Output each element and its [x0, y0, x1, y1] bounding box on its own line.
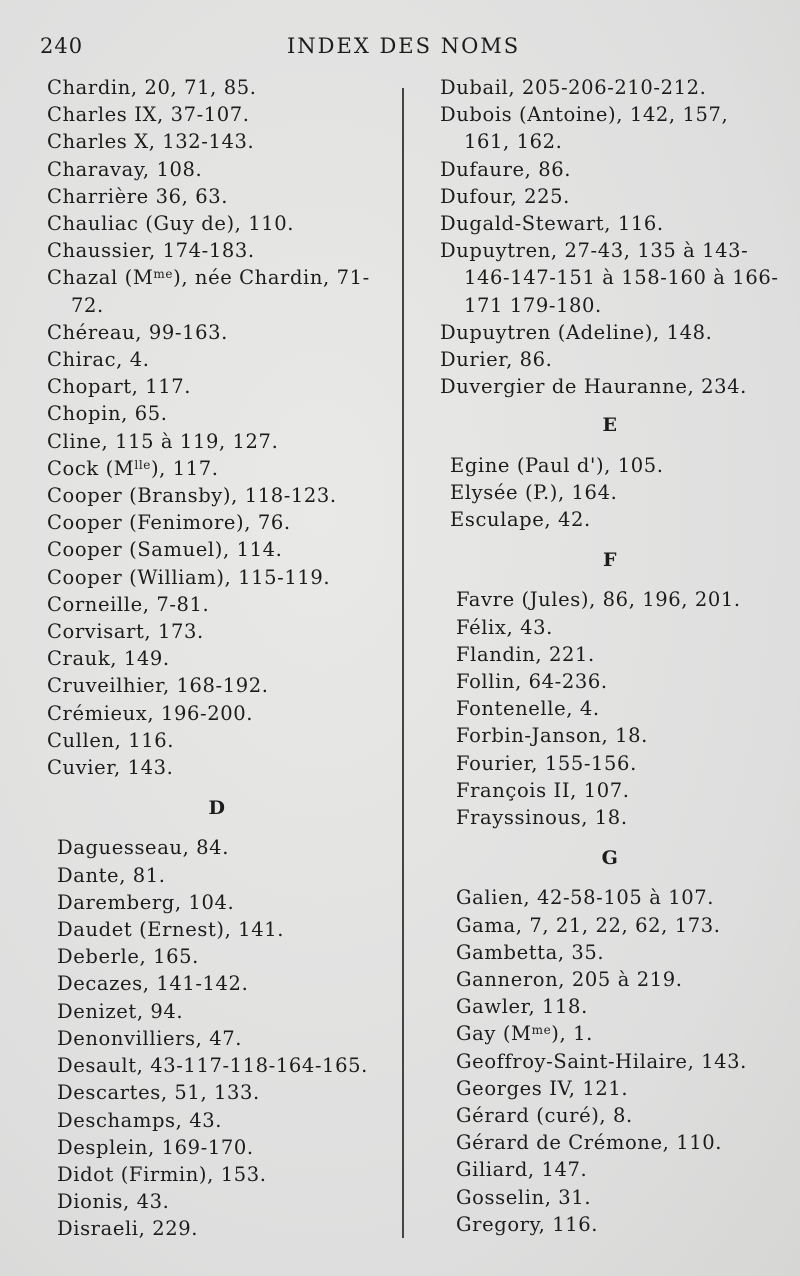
index-entry: Decazes, 141-142. — [57, 972, 249, 996]
index-entry: Deschamps, 43. — [57, 1108, 223, 1132]
index-entry: Gosselin, 31. — [456, 1185, 592, 1209]
index-entry: Dugald-Stewart, 116. — [440, 212, 664, 236]
index-entry: Georges IV, 121. — [456, 1076, 629, 1100]
index-entry: Chirac, 4. — [47, 348, 150, 372]
index-entry: Daudet (Ernest), 141. — [57, 918, 285, 942]
index-entry: Durier, 86. — [440, 348, 553, 372]
index-entry: François II, 107. — [456, 778, 630, 802]
index-entry: Geoffroy-Saint-Hilaire, 143. — [456, 1049, 747, 1073]
index-entry — [47, 455, 387, 482]
entry-text: Cock (M — [47, 456, 135, 480]
index-entry: Chéreau, 99-163. — [47, 320, 228, 344]
index-entry: Daguesseau, 84. — [57, 836, 229, 860]
entry-text: ), 117. — [150, 456, 219, 480]
index-entry: Chardin, 20, 71, 85. — [47, 76, 257, 99]
index-entry: Charavay, 108. — [47, 157, 203, 181]
index-entry: Giliard, 147. — [456, 1158, 588, 1182]
index-entry: Descartes, 51, 133. — [57, 1081, 260, 1105]
right-column — [440, 74, 779, 1238]
index-entry: Charrière 36, 63. — [47, 184, 229, 208]
index-entry: Forbin-Janson, 18. — [456, 724, 648, 748]
index-entry: Gawler, 118. — [456, 995, 588, 1019]
index-entry: Corvisart, 173. — [47, 620, 204, 644]
index-entry: Ganneron, 205 à 219. — [456, 968, 683, 992]
index-entry: Flandin, 221. — [456, 642, 595, 666]
index-entry: Desault, 43-117-118-164-165. — [57, 1054, 368, 1078]
index-entry: Gama, 7, 21, 22, 62, 173. — [456, 913, 721, 937]
index-entry: Chaussier, 174-183. — [47, 239, 255, 263]
index-entry: Follin, 64-236. — [456, 670, 608, 694]
entry-superscript: me — [153, 267, 174, 282]
index-entry: Charles X, 132-143. — [47, 130, 255, 154]
index-entry: Dante, 81. — [57, 863, 166, 887]
running-title: INDEX DES NOMS — [287, 34, 521, 58]
index-entry: Gregory, 116. — [456, 1212, 599, 1236]
index-entry — [456, 1020, 770, 1047]
index-entry: Cooper (Fenimore), 76. — [47, 511, 291, 535]
section-letter-d: D — [208, 797, 226, 820]
section-letter-g: G — [601, 847, 619, 870]
page-header — [0, 34, 800, 64]
index-entry: Favre (Jules), 86, 196, 201. — [456, 588, 741, 612]
index-entry — [47, 264, 391, 318]
index-entry: Elysée (P.), 164. — [450, 480, 618, 504]
index-entry: Cooper (Samuel), 114. — [47, 538, 283, 562]
index-entry: Dufaure, 86. — [440, 157, 572, 181]
index-entry: Cullen, 116. — [47, 728, 175, 752]
index-entry: Crémieux, 196-200. — [47, 701, 254, 725]
index-entry: Chopin, 65. — [47, 402, 168, 426]
index-entry: Esculape, 42. — [450, 508, 591, 532]
index-entry: Charles IX, 37-107. — [47, 103, 250, 127]
index-entry: Cuvier, 143. — [47, 756, 174, 780]
left-column — [47, 74, 387, 1243]
index-entry: Frayssinous, 18. — [456, 806, 628, 830]
column-divider — [402, 88, 404, 1238]
index-entry: Desplein, 169-170. — [57, 1135, 254, 1159]
index-entry: Gérard de Crémone, 110. — [456, 1131, 723, 1155]
section-letter-f: F — [602, 549, 618, 572]
index-entry: Cruveilhier, 168-192. — [47, 674, 269, 698]
index-entry: Fourier, 155-156. — [456, 751, 637, 775]
entry-superscript: me — [531, 1023, 552, 1038]
index-entry: Crauk, 149. — [47, 647, 170, 671]
index-entry: Dupuytren (Adeline), 148. — [440, 320, 713, 344]
index-entry: Chopart, 117. — [47, 375, 192, 399]
entry-text: ), 1. — [551, 1022, 593, 1046]
index-entry: Corneille, 7-81. — [47, 592, 210, 616]
index-entry: Dionis, 43. — [57, 1190, 170, 1214]
index-entry: Daremberg, 104. — [57, 890, 235, 914]
index-entry: Gérard (curé), 8. — [456, 1104, 633, 1128]
section-letter-e: E — [602, 414, 618, 437]
index-entry: Disraeli, 229. — [57, 1217, 199, 1241]
index-entry: Galien, 42-58-105 à 107. — [456, 886, 715, 910]
page-number: 240 — [40, 34, 84, 58]
entry-text: ), née Chardin, 71-72. — [71, 266, 370, 317]
index-entry: Cooper (Bransby), 118-123. — [47, 484, 337, 508]
index-entry: Dubois (Antoine), 142, 157, 161, 162. — [440, 103, 729, 154]
entry-text: Chazal (M — [47, 266, 154, 290]
index-entry: Chauliac (Guy de), 110. — [47, 212, 295, 236]
index-entry: Dufour, 225. — [440, 184, 570, 208]
index-entry: Duvergier de Hauranne, 234. — [440, 375, 747, 399]
index-entry: Deberle, 165. — [57, 945, 199, 969]
entry-text: Gay (M — [456, 1022, 532, 1046]
index-entry: Fontenelle, 4. — [456, 697, 600, 721]
index-entry: Denizet, 94. — [57, 999, 184, 1023]
index-entry: Didot (Firmin), 153. — [57, 1162, 267, 1186]
index-entry: Félix, 43. — [456, 615, 553, 639]
index-entry: Gambetta, 35. — [456, 940, 605, 964]
entry-superscript: lle — [134, 457, 151, 472]
index-entry: Dupuytren, 27-43, 135 à 143-146-147-151 à 158-160 à 166-171 179-180. — [440, 239, 779, 317]
index-entry: Dubail, 205-206-210-212. — [440, 76, 707, 99]
index-entry: Egine (Paul d'), 105. — [450, 453, 664, 477]
index-entry: Cooper (William), 115-119. — [47, 565, 331, 589]
index-entry: Cline, 115 à 119, 127. — [47, 429, 279, 453]
index-entry: Denonvilliers, 47. — [57, 1026, 243, 1050]
